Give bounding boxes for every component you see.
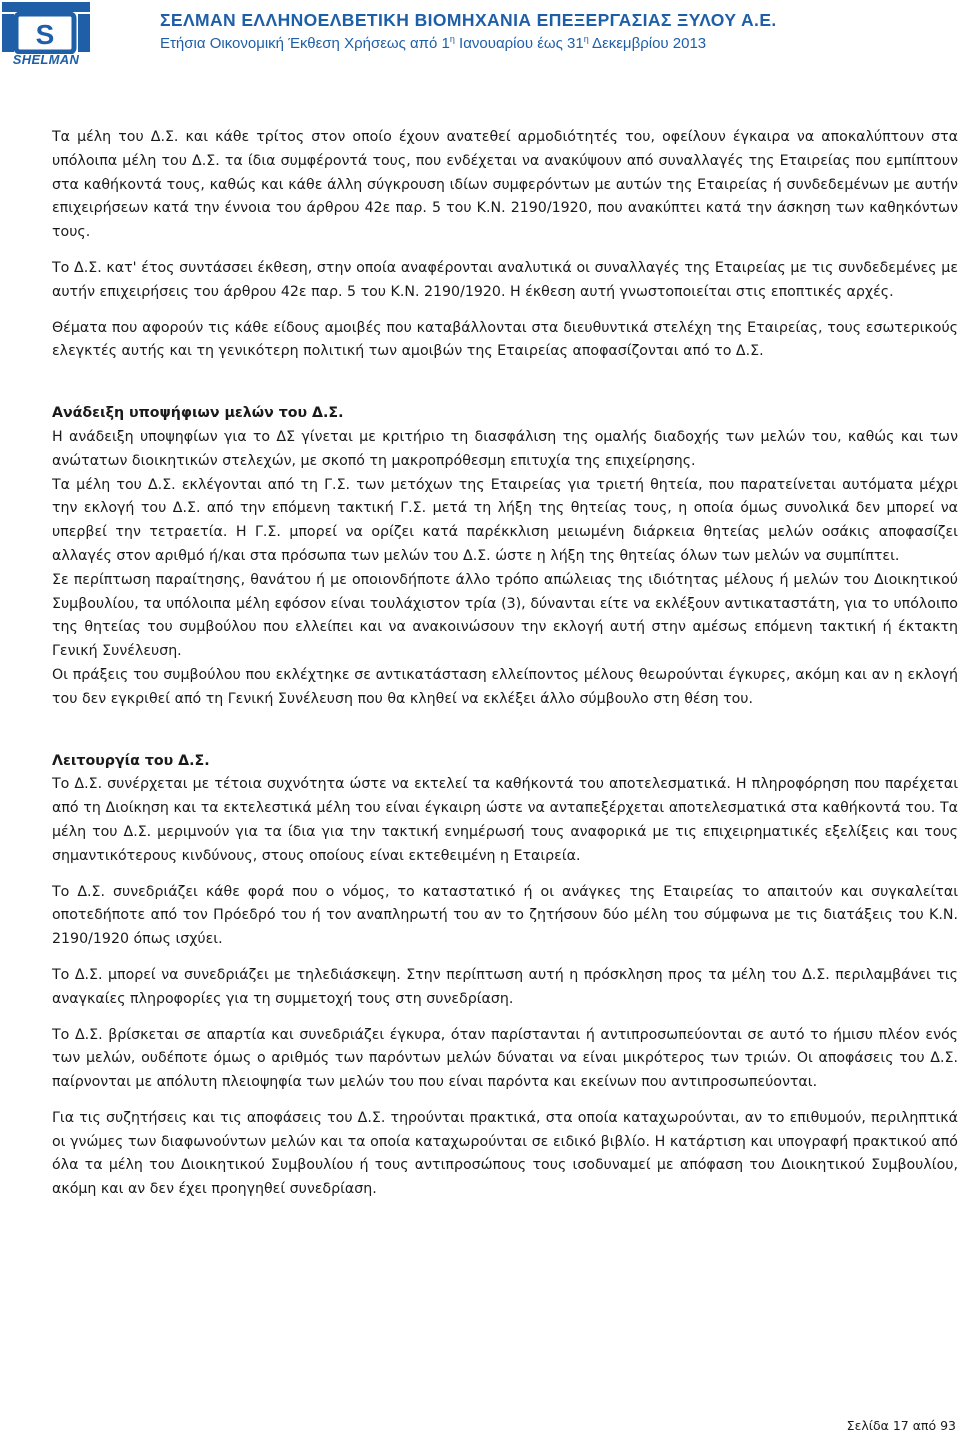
logo-wordmark: SHELMAN bbox=[12, 52, 80, 67]
paragraph-replacement: Σε περίπτωση παραίτησης, θανάτου ή με οποιονδήποτε άλλο τρόπο απώλειας της ιδιότητας μέλους ή μελών του Διοικητικού Συμβουλίου, τα υπόλοιπα μέλη εφόσον είναι τουλάχιστον τρία (3), δύνανται είτε να εκλέξουν αντικαταστάτη, για το υπόλοιπο της θητείας του συμβούλου που ελλείπει και να ανακοινώσουν την εκλογή αυτή στην αμέσως επόμενη τακτική ή έκτακτη Γενική Συνέλευση. bbox=[52, 571, 958, 660]
paragraph-replacement-validity: Οι πράξεις του συμβούλου που εκλέχτηκε σε αντικατάσταση ελλείποντος μέλους θεωρούνται έγκυρες, ακόμη και αν η εκλογή του δεν εγκριθεί από τη Γενική Συνέλευση που θα κληθεί να εκλέξει άλλο σύμβουλο στη θέση του. bbox=[52, 666, 958, 707]
paragraph-remuneration: Θέματα που αφορούν τις κάθε είδους αμοιβές που καταβάλλονται στα διευθυντικά στελέχη της Εταιρείας, τους εσωτερικούς ελεγκτές αυτής και τη γενικότερη πολιτική των αμοιβών της Εταιρείας αποφασίζονται από το Δ.Σ. bbox=[52, 319, 958, 360]
heading-candidate-nomination: Ανάδειξη υποψήφιων μελών του Δ.Σ. bbox=[52, 405, 344, 422]
paragraph-minutes: Για τις συζητήσεις και τις αποφάσεις του Δ.Σ. τηρούνται πρακτικά, στα οποία καταχωρούνται, αν το επιθυμούν, περιληπτικά οι γνώμες των διαφωνούντων μελών και τα οποία καταχωρούνται σε ειδικό βιβλίο. Η κατάρτιση και υπογραφή πρακτικού από όλα τα μέλη του Διοικητικού Συμβουλίου ή τους αντιπροσώπους τους ισοδυναμεί με απόφαση του Διοικητικού Συμβουλίου, ακόμη και αν δεν έχει προηγηθεί συνεδρίαση. bbox=[52, 1109, 958, 1198]
report-title-part1: Ετήσια Οικονομική Έκθεση Χρήσεως από 1 bbox=[160, 35, 450, 52]
paragraph-nomination-criteria: Η ανάδειξη υποψηφίων για το ΔΣ γίνεται με κριτήριο τη διασφάλιση της ομαλής διαδοχής των μελών του, καθώς και των ανώτατων διοικητικών στελεχών, με σκοπό τη μακροπρόθεσμη επιτυχία της επιχείρησης. bbox=[52, 428, 958, 469]
report-title-part2: Ιανουαρίου έως 31 bbox=[454, 35, 584, 52]
heading-board-operation: Λειτουργία του Δ.Σ. bbox=[52, 752, 210, 769]
shelman-logo bbox=[0, 0, 92, 70]
paragraph-teleconference: Το Δ.Σ. μπορεί να συνεδριάζει με τηλεδιάσκεψη. Στην περίπτωση αυτή η πρόσκληση προς τα μέλη του Δ.Σ. περιλαμβάνει τις αναγκαίες πληροφορίες για τη συμμετοχή τους στη συνεδρίαση. bbox=[52, 966, 958, 1007]
paragraph-quorum: Το Δ.Σ. βρίσκεται σε απαρτία και συνεδριάζει έγκυρα, όταν παρίστανται ή αντιπροσωπεύονται σε αυτό το ήμισυ πλέον ενός των μελών, ουδέποτε όμως ο αριθμός των παρόντων μελών δύναται να είναι μικρότερος των τριών. Οι αποφάσεις του Δ.Σ. παίρνονται με απόλυτη πλειοψηφία των μελών του που είναι παρόντα και εκείνων που αντιπροσωπεύονται. bbox=[52, 1026, 958, 1091]
report-title-sup1: η bbox=[449, 34, 455, 44]
page-number: Σελίδα 17 από 93 bbox=[846, 1418, 956, 1433]
page-header bbox=[0, 0, 960, 72]
svg-text:S: S bbox=[35, 19, 55, 50]
report-title-part3: Δεκεμβρίου 2013 bbox=[588, 35, 707, 52]
paragraph-conflict-disclosure: Τα μέλη του Δ.Σ. και κάθε τρίτος στον οποίο έχουν ανατεθεί αρμοδιότητές του, οφείλουν έγκαιρα να αποκαλύπτουν στα υπόλοιπα μέλη του Δ.Σ. τα ίδια συμφέροντά τους, που ενδέχεται να ανακύψουν από συναλλαγές της Εταιρείας που εμπίπτουν στα καθήκοντά τους, καθώς και κάθε άλλη σύγκρουση ιδίων συμφερόντων με αυτών της Εταιρείας ή συνδεδεμένων με αυτήν επιχειρήσεων κατά την έννοια του άρθρου 42ε παρ. 5 του Κ.Ν. 2190/1920, που ανακύπτει κατά την άσκηση των καθηκόντων τους. bbox=[52, 129, 958, 241]
paragraph-board-election: Τα μέλη του Δ.Σ. εκλέγονται από τη Γ.Σ. των μετόχων της Εταιρείας για τριετή θητεία, που παρατείνεται αυτόματα μέχρι την εκλογή του Δ.Σ. από την επόμενη τακτική Γ.Σ. μετά τη λήξη της θητείας τους, η οποία όμως συνολικά δεν μπορεί να υπερβεί την τετραετία. Η Γ.Σ. μπορεί να ορίζει κατά παρέκκλιση μειωμένη διάρκεια θητείας μελών οσάκις αποφασίζει αλλαγές στον αριθμό ή/και στα πρόσωπα των μελών του Δ.Σ. ώστε η λήξη της θητείας όλων των μελών να συμπίπτει. bbox=[52, 476, 958, 564]
paragraph-annual-report: Το Δ.Σ. κατ' έτος συντάσσει έκθεση, στην οποία αναφέρονται αναλυτικά οι συναλλαγές της Εταιρείας με τις συνδεδεμένες με αυτήν επιχειρήσεις του άρθρου 42ε παρ. 5 του Κ.Ν. 2190/1920. Η έκθεση αυτή γνωστοποιείται στις εποπτικές αρχές. bbox=[52, 259, 958, 300]
paragraph-meeting-convening: Το Δ.Σ. συνεδριάζει κάθε φορά που ο νόμος, το καταστατικό ή οι ανάγκες της Εταιρείας το απαιτούν και συγκαλείται οποτεδήποτε από τον Πρόεδρό του ή τον αναπληρωτή του αν το ζητήσουν δύο μέλη του σύμφωνα με τις διατάξεις του Κ.Ν. 2190/1920 όπως ισχύει. bbox=[52, 883, 958, 948]
company-name: ΣΕΛΜΑΝ ΕΛΛΗΝΟΕΛΒΕΤΙΚΗ ΒΙΟΜΗΧΑΝΙΑ ΕΠΕΞΕΡΓΑΣΙΑΣ ΞΥΛΟΥ Α.Ε. bbox=[160, 10, 777, 30]
report-title bbox=[160, 34, 706, 52]
paragraph-meeting-frequency: Το Δ.Σ. συνέρχεται με τέτοια συχνότητα ώστε να εκτελεί τα καθήκοντά του αποτελεσματικά. Η πληροφόρηση που παρέχεται από τη Διοίκηση και τα εκτελεστικά μέλη του είναι έγκαιρη ώστε να ανταπεξέρχεται αποτελεσματικά στα καθήκοντά του. Τα μέλη του Δ.Σ. μεριμνούν για τα ίδια για την τακτική ενημέρωσή τους αναφορικά με τις επιχειρηματικές εξελίξεις και τους σημαντικότερους κινδύνους, στους οποίους είναι εκτεθειμένη η Εταιρεία. bbox=[52, 776, 958, 864]
report-title-sup2: η bbox=[583, 34, 589, 44]
document-body bbox=[52, 126, 958, 1202]
shelman-emblem-icon bbox=[0, 0, 92, 54]
